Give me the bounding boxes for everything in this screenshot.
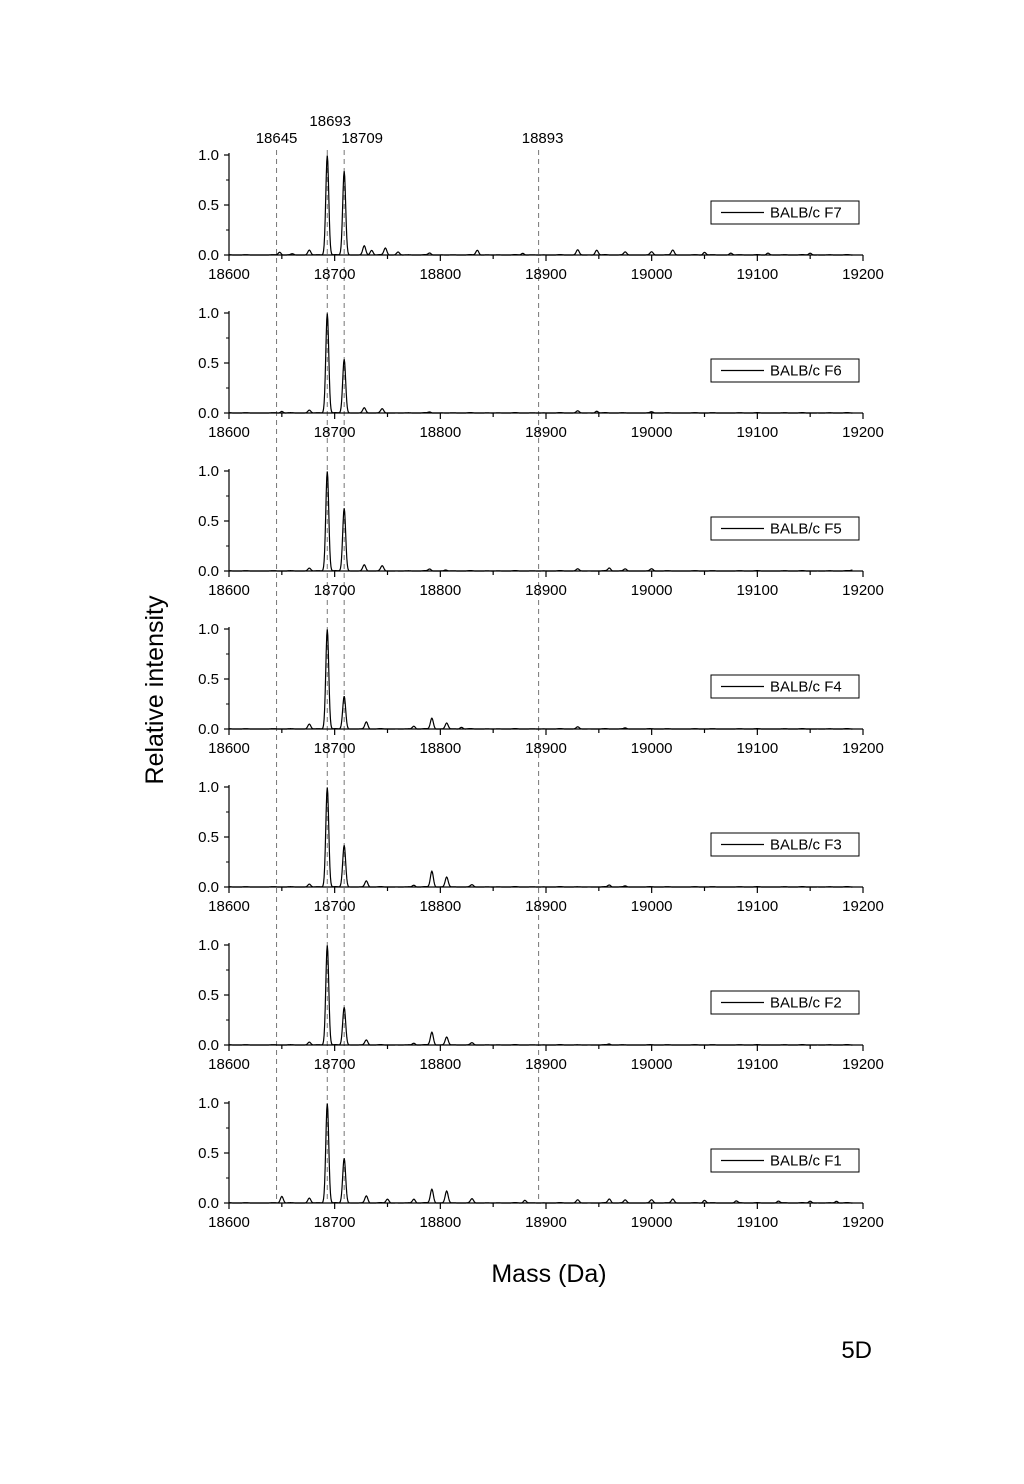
x-tick-label: 18800 <box>419 424 462 441</box>
x-tick-label: 18600 <box>208 582 250 599</box>
x-tick-label: 18800 <box>419 1214 462 1231</box>
x-tick-label: 19100 <box>736 1214 779 1231</box>
y-tick-label: 1.0 <box>198 937 219 954</box>
x-tick-label: 19200 <box>842 1056 884 1073</box>
x-tick-label: 19100 <box>736 898 779 915</box>
y-tick-label: 0.0 <box>198 247 219 264</box>
x-tick-label: 18900 <box>525 740 567 757</box>
x-tick-label: 18600 <box>208 740 250 757</box>
y-tick-label: 0.0 <box>198 1037 219 1054</box>
x-tick-label: 19100 <box>736 582 779 599</box>
y-tick-label: 0.5 <box>198 987 219 1004</box>
y-tick-label: 0.5 <box>198 1145 219 1162</box>
x-tick-label: 18700 <box>313 740 356 757</box>
x-tick-label: 18800 <box>419 1056 462 1073</box>
x-tick-label: 18800 <box>419 898 462 915</box>
x-tick-label: 19200 <box>842 266 884 283</box>
x-tick-label: 18800 <box>419 266 462 283</box>
x-tick-label: 19200 <box>842 582 884 599</box>
x-tick-label: 19200 <box>842 1214 884 1231</box>
reference-label-18693: 18693 <box>309 113 352 130</box>
y-tick-label: 0.0 <box>198 563 219 580</box>
x-tick-label: 18600 <box>208 424 250 441</box>
y-tick-label: 0.0 <box>198 879 219 896</box>
legend-label: BALB/c F5 <box>770 520 842 538</box>
x-tick-label: 18600 <box>208 1214 250 1231</box>
x-tick-label: 19000 <box>630 424 673 441</box>
y-tick-label: 0.0 <box>198 1195 219 1212</box>
y-tick-label: 0.0 <box>198 721 219 738</box>
x-tick-label: 18700 <box>313 266 356 283</box>
reference-label-18645: 18645 <box>255 130 298 147</box>
x-tick-label: 19200 <box>842 740 884 757</box>
legend-label: BALB/c F1 <box>770 1152 842 1170</box>
y-tick-label: 0.0 <box>198 405 219 422</box>
legend-label: BALB/c F7 <box>770 204 842 222</box>
reference-label-18709: 18709 <box>341 130 384 147</box>
x-tick-label: 18700 <box>313 1056 356 1073</box>
x-tick-label: 18700 <box>313 582 356 599</box>
x-tick-label: 18900 <box>525 424 567 441</box>
y-tick-label: 1.0 <box>198 1095 219 1112</box>
x-tick-label: 19000 <box>630 1214 673 1231</box>
y-tick-label: 0.5 <box>198 513 219 530</box>
x-tick-label: 19000 <box>630 582 673 599</box>
x-tick-label: 19100 <box>736 1056 779 1073</box>
legend-label: BALB/c F2 <box>770 994 842 1012</box>
y-tick-label: 1.0 <box>198 621 219 638</box>
reference-label-18893: 18893 <box>521 130 564 147</box>
x-tick-label: 18600 <box>208 898 250 915</box>
x-tick-label: 18800 <box>419 582 462 599</box>
x-tick-label: 18900 <box>525 582 567 599</box>
x-axis-title: Mass (Da) <box>491 1260 607 1288</box>
x-tick-label: 18900 <box>525 1056 567 1073</box>
y-tick-label: 0.5 <box>198 671 219 688</box>
x-tick-label: 19000 <box>630 266 673 283</box>
x-tick-label: 18900 <box>525 1214 567 1231</box>
legend-label: BALB/c F4 <box>770 678 842 696</box>
x-tick-label: 18800 <box>419 740 462 757</box>
x-tick-label: 18700 <box>313 1214 356 1231</box>
legend-label: BALB/c F6 <box>770 362 842 380</box>
x-tick-label: 19000 <box>630 898 673 915</box>
x-tick-label: 18900 <box>525 898 567 915</box>
legend-label: BALB/c F3 <box>770 836 842 854</box>
x-tick-label: 18700 <box>313 424 356 441</box>
x-tick-label: 18600 <box>208 1056 250 1073</box>
y-tick-label: 0.5 <box>198 355 219 372</box>
x-tick-label: 19100 <box>736 740 779 757</box>
y-axis-title: Relative intensity <box>141 595 169 785</box>
y-tick-label: 1.0 <box>198 147 219 164</box>
y-tick-label: 1.0 <box>198 305 219 322</box>
x-tick-label: 19100 <box>736 424 779 441</box>
y-tick-label: 1.0 <box>198 779 219 796</box>
x-tick-label: 18600 <box>208 266 250 283</box>
x-tick-label: 18900 <box>525 266 567 283</box>
x-tick-label: 19100 <box>736 266 779 283</box>
figure-label: 5D <box>841 1337 872 1364</box>
x-tick-label: 19200 <box>842 424 884 441</box>
x-tick-label: 19200 <box>842 898 884 915</box>
y-tick-label: 1.0 <box>198 463 219 480</box>
y-tick-label: 0.5 <box>198 197 219 214</box>
y-tick-label: 0.5 <box>198 829 219 846</box>
x-tick-label: 18700 <box>313 898 356 915</box>
x-tick-label: 19000 <box>630 1056 673 1073</box>
x-tick-label: 19000 <box>630 740 673 757</box>
